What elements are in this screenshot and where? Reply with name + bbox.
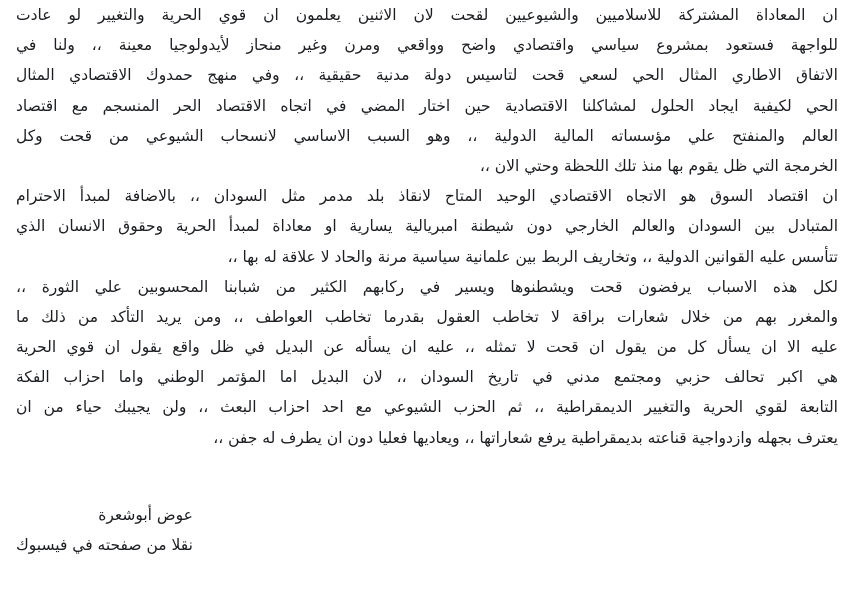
paragraph-line: هي اكبر تحالف حزبي ومجتمع مدني في تاريخ السودان ،، لان البديل اما المؤتمر الوطني واما احزاب الفكة [16,368,838,387]
paragraph-line: تتأسس عليه القوانين الدولية ،، وتخاريف الربط بين علمانية سياسية مرنة والحاد لا علاقة له بها ،، [227,247,838,266]
signature-block [16,500,193,560]
paragraph-line: ان المعاداة المشتركة للاسلاميين والشيوعيين لقحت لان الاثنين يعلمون ان قوي الحرية والتغيير لو عادت [16,6,838,24]
paragraph-line: عليه الا ان يسأل كل من يقول ان قحت لا تمثله ،، عليه ان يسأله عن البديل في ظل واقع يقول ان قوي الحرية [16,338,838,357]
paragraph-line: التابعة لقوي الحرية والتغيير الديمقراطية ،، ثم الحزب الشيوعي مع احد احزاب البعث ،، ولن يجيبك حياء من ان [16,398,838,417]
paragraph-line: الاتفاق الاطاري المثال الحي لسعي قحت لتاسيس دولة مدنية حقيقية ،، وفي منهج حمدوك الاقتصادي المثال [16,66,838,85]
source-note: نقلا من صفحته في فيسبوك [16,536,193,555]
paragraph-line: العالم والمنفتح علي مؤسساته المالية الدولية ،، وهو السبب الاساسي لانسحاب الشيوعي من قحت وكل [16,126,838,145]
paragraph-line: الحي لكيفية ايجاد الحلول لمشاكلنا الاقتصادية حين اختار المضي في اتجاه الاقتصاد الحر المنسجم مع اقتصاد [16,96,838,115]
article-body [16,0,838,453]
paragraph-line: ان اقتصاد السوق هو الاتجاه الاقتصادي الوحيد المتاح لانقاذ بلد مدمر مثل السودان ،، بالاضافة لمبدأ الاحترام [16,187,838,206]
paragraph-line: المتبادل بين السودان والعالم الخارجي دون شيطنة امبريالية يسارية او معاداة لمبدأ الحرية وحقوق الانسان الذي [16,217,838,236]
author-name: عوض أبوشعرة [98,506,193,524]
paragraph-line: لكل هذه الاسباب يرفضون قحت ويشطنوها ويسير في ركابهم الكثير من شبابنا المحسوبين علي الثورة ،، [16,277,838,296]
paragraph-line: الخرمجة التي ظل يقوم بها منذ تلك اللحظة وحتي الان ،، [479,156,838,175]
paragraph-line: للواجهة فستعود بمشروع سياسي واقتصادي واضح وواقعي ومرن وغير منحاز لأيدولوجيا معينة ،، ولنا في [16,36,838,55]
paragraph-line: والمغرر بهم من خلال شعارات براقة لا تخاطب العقول بقدرما تخاطب العواطف ،، ومن يريد التأكد من ذلك ما [16,307,838,326]
paragraph-line: يعترف بجهله وازدواجية قناعته بديمقراطية يرفع شعاراتها ،، ويعاديها فعليا دون ان يطرف له جفن ،، [213,428,838,447]
